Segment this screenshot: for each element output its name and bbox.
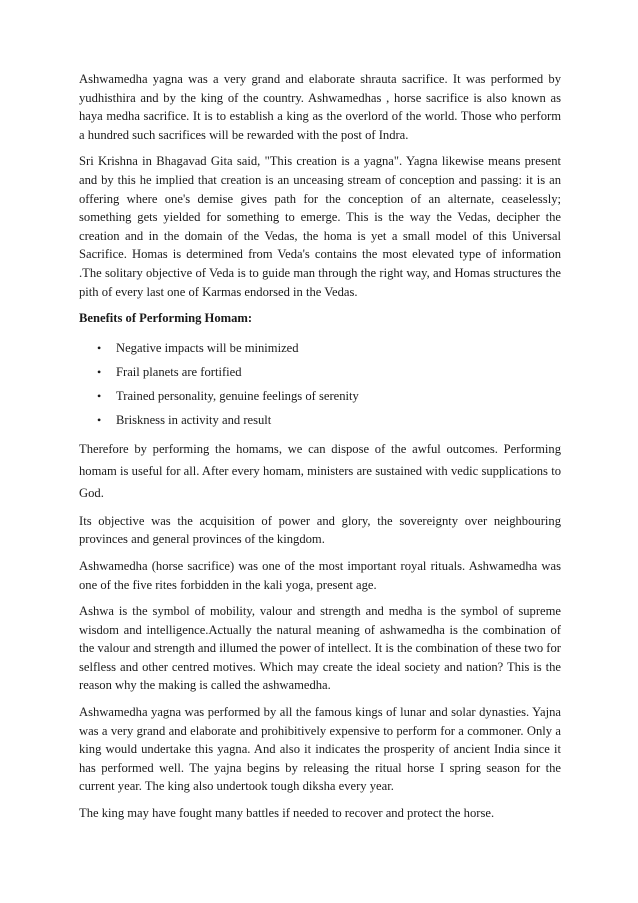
- list-item-text: Trained personality, genuine feelings of serenity: [116, 388, 359, 403]
- benefits-heading: Benefits of Performing Homam:: [79, 311, 253, 326]
- paragraph-royal-ritual: Ashwamedha (horse sacrifice) was one of the most important royal rituals. Ashwamedha was one of the five rites forbidden in the kali yoga, present age.: [79, 558, 561, 592]
- paragraph-famous-kings: Ashwamedha yagna was performed by all the famous kings of lunar and solar dynasties. Yajna was a very grand and elaborate and prohibitively expensive to perform for a commoner. Only a king would undertake this yagna. And also it indicates the prosperity of ancient India since it has performed well. The yajna begins by releasing the ritual horse I spring season for the current year. The king also undertook tough diksha every year.: [79, 705, 561, 794]
- paragraph-ashwamedha-intro: Ashwamedha yagna was a very grand and elaborate shrauta sacrifice. It was performed by yudhisthira and by the king of the country. Ashwamedhas , horse sacrifice is also known as haya medha sacrifice. It is to establish a king as the overlord of the world. Those who perform a hundred such sacrifices will be rewarded with the post of Indra.: [79, 72, 561, 142]
- bullet-icon: •: [97, 340, 102, 355]
- paragraph-battles: The king may have fought many battles if needed to recover and protect the horse.: [79, 806, 495, 821]
- bullet-icon: •: [97, 364, 102, 379]
- list-item: [79, 384, 561, 408]
- list-item: [79, 360, 561, 384]
- paragraph-homam-outcomes: Therefore by performing the homams, we can dispose of the awful outcomes. Performing homam is useful for all. After every homam, ministers are sustained with vedic supplications to God.: [79, 441, 561, 500]
- list-item-text: Frail planets are fortified: [116, 364, 242, 379]
- list-item-text: Negative impacts will be minimized: [116, 340, 299, 355]
- document-page: [79, 70, 561, 831]
- paragraph-objective: Its objective was the acquisition of power and glory, the sovereignty over neighbouring provinces and general provinces of the kingdom.: [79, 513, 561, 547]
- paragraph-krishna-yagna: Sri Krishna in Bhagavad Gita said, "This creation is a yagna". Yagna likewise means present and by this he implied that creation is an unceasing stream of conception and passing: it is an offering where one's demise gives path for the conception of an alternate, ceaselessly; something gets yielded for something to emerge. This is the way the Vedas, decipher the creation and in the domain of the Vedas, the homa is yet a small model of this Universal Sacrifice. Homas is determined from Veda's contains the most elevated type of information .The solitary objective of Veda is to guide man through the right way, and Homas structures the pith of every last one of Karmas endorsed in the Vedas.: [79, 154, 561, 299]
- list-item: [79, 336, 561, 360]
- bullet-icon: •: [97, 412, 102, 427]
- bullet-icon: •: [97, 388, 102, 403]
- paragraph-ashwa-meaning: Ashwa is the symbol of mobility, valour and strength and medha is the symbol of supreme wisdom and intelligence.Actually the natural meaning of ashwamedha is the combination of the valour and strength and illumed the power of intellect. It is the combination of these two for selfless and other centred motives. Which may create the ideal society and nation? This is the reason why the making is called the ashwamedha.: [79, 604, 561, 693]
- list-item-text: Briskness in activity and result: [116, 412, 272, 427]
- benefits-list: [79, 336, 561, 432]
- list-item: [79, 408, 561, 432]
